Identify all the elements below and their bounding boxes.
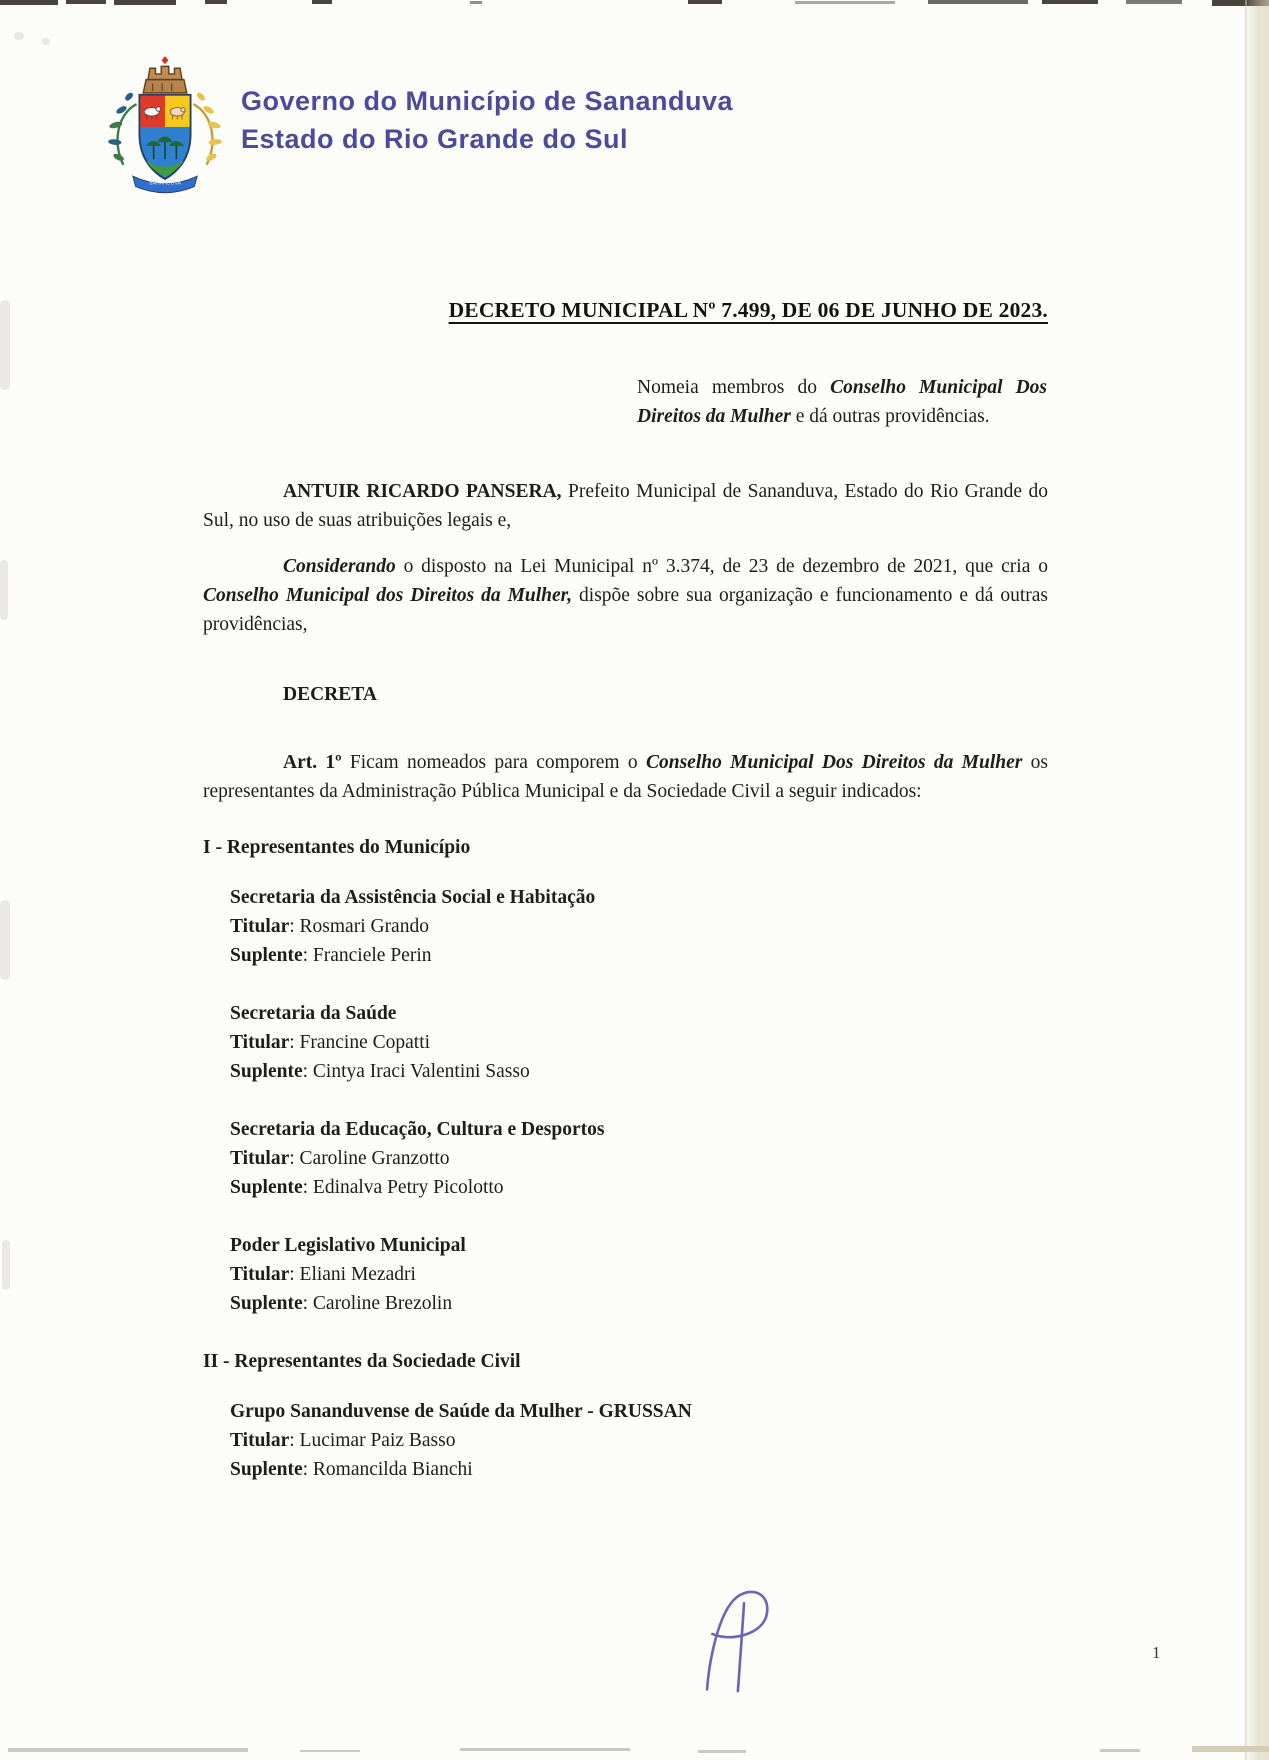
scan-artifact [0,900,10,980]
suplente-line [230,1173,1048,1202]
scan-artifact [460,1748,630,1751]
titular-line [230,1028,1048,1057]
text-run: II - Representantes da Sociedade Civil [203,1351,521,1372]
group-entity-name [230,1397,1048,1426]
text-run: : Franciele Perin [302,945,432,966]
document-body [203,373,1048,1484]
text-run: Grupo Sananduvense de Saúde da Mulher - GRUSSAN [230,1401,692,1422]
text-run: Conselho Municipal dos Direitos da Mulher, [203,585,573,606]
section-i-heading [203,833,1048,862]
text-run: Conselho Municipal Dos Direitos da Mulher [637,377,1047,427]
text-run: os representantes da Administração Pública Municipal e da Sociedade Civil a seguir indicados: [203,752,1049,802]
titular-line [230,1260,1048,1289]
suplente-line [230,941,1048,970]
text-run: Conselho Municipal Dos Direitos da Mulher [645,752,1023,773]
text-run: : Francine Copatti [289,1032,431,1053]
titular-line [230,912,1048,941]
text-run: Prefeito Municipal de Sananduva, Estado do Rio Grande do Sul, no uso de suas atribuições legais e, [203,481,1048,531]
text-run: DECRETA [283,684,377,705]
scan-artifact [0,560,8,620]
text-run: Art. 1º [283,752,342,773]
scan-artifact [42,38,50,45]
text-run: Suplente [230,1061,303,1082]
scan-edge-line [1245,0,1247,1760]
text-run: Suplente [230,1293,303,1314]
epigraph [637,373,1047,431]
scan-artifact [66,0,106,4]
svg-text:SANANDUVA: SANANDUVA [149,180,181,187]
letterhead [105,55,733,197]
text-run: : Caroline Brezolin [302,1293,453,1314]
group-entity-name [230,1231,1048,1260]
scan-artifact [1126,0,1182,4]
handwritten-initials-signature [693,1583,781,1699]
scan-artifact [2,1240,10,1290]
text-run: Secretaria da Assistência Social e Habitação [230,887,596,908]
text-run: Secretaria da Educação, Cultura e Desportos [230,1119,605,1140]
scan-artifact [114,0,176,5]
decree-title: DECRETO MUNICIPAL Nº 7.499, DE 06 DE JUNHO DE 2023. [448,298,1048,322]
suplente-line [230,1455,1048,1484]
text-run: : Cintya Iraci Valentini Sasso [302,1061,530,1082]
appointment-group [230,883,1048,970]
scan-artifact [795,1,895,4]
appointment-group [230,999,1048,1086]
text-run: : Eliani Mezadri [289,1264,416,1285]
scan-edge-shadow [1245,0,1269,1760]
scan-artifact [0,300,10,390]
text-run: Considerando [283,556,396,577]
titular-line [230,1144,1048,1173]
scan-artifact [0,0,58,5]
text-run: Secretaria da Saúde [230,1003,397,1024]
text-run: o disposto na Lei Municipal nº 3.374, de 23 de dezembro de 2021, que cria o [395,556,1048,577]
titular-line [230,1426,1048,1455]
text-run: Suplente [230,1459,303,1480]
suplente-line [230,1057,1048,1086]
text-run: Titular [230,1264,290,1285]
scan-artifact [1042,0,1098,4]
text-run: : Edinalva Petry Picolotto [302,1177,504,1198]
scan-artifact [205,0,227,4]
text-run: ANTUIR RICARDO PANSERA, [283,481,562,502]
preamble-paragraph [203,477,1048,535]
scan-artifact [1100,1749,1140,1752]
text-run: Titular [230,1032,290,1053]
text-run: Titular [230,1430,290,1451]
scan-artifact [470,1,482,4]
appointment-group [230,1115,1048,1202]
suplente-line [230,1289,1048,1318]
text-run: : Caroline Granzotto [289,1148,450,1169]
text-run: e dá outras providências. [790,406,990,427]
text-run: Suplente [230,945,303,966]
scan-artifact [928,0,1028,4]
text-run: Suplente [230,1177,303,1198]
text-run: Poder Legislativo Municipal [230,1235,466,1256]
text-run: Titular [230,916,290,937]
scan-artifact [300,1750,360,1752]
scan-artifact [8,1748,248,1752]
letterhead-text [241,55,733,158]
text-run: : Lucimar Paiz Basso [289,1430,456,1451]
article-1 [203,748,1048,806]
scan-artifact [1192,1746,1269,1752]
scan-artifact [698,1750,746,1753]
section-ii-heading [203,1347,1048,1376]
text-run: Ficam nomeados para comporem o [341,752,646,773]
appointment-group [230,1231,1048,1318]
text-run: Titular [230,1148,290,1169]
text-run: : Rosmari Grando [289,916,429,937]
text-run: I - Representantes do Município [203,837,471,858]
considerando-paragraph [203,552,1048,639]
group-entity-name [230,999,1048,1028]
decree-title-row [203,296,1048,326]
government-name: Governo do Município de Sananduva [241,86,734,116]
scan-artifact [688,0,722,4]
text-run: : Romancilda Bianchi [302,1459,473,1480]
municipal-coat-of-arms-icon [105,55,225,197]
page-number: 1 [1152,1643,1161,1662]
appointment-group [230,1397,1048,1484]
decreta-heading [203,680,1048,709]
decree-text-column [203,296,1048,1513]
scan-artifact [14,32,24,40]
group-entity-name [230,1115,1048,1144]
scan-artifact [312,0,332,4]
state-name: Estado do Rio Grande do Sul [241,124,629,154]
text-run: dispõe sobre sua organização e funcionamento e dá outras providências, [203,585,1048,635]
text-run: Nomeia membros do [637,377,831,398]
group-entity-name [230,883,1048,912]
